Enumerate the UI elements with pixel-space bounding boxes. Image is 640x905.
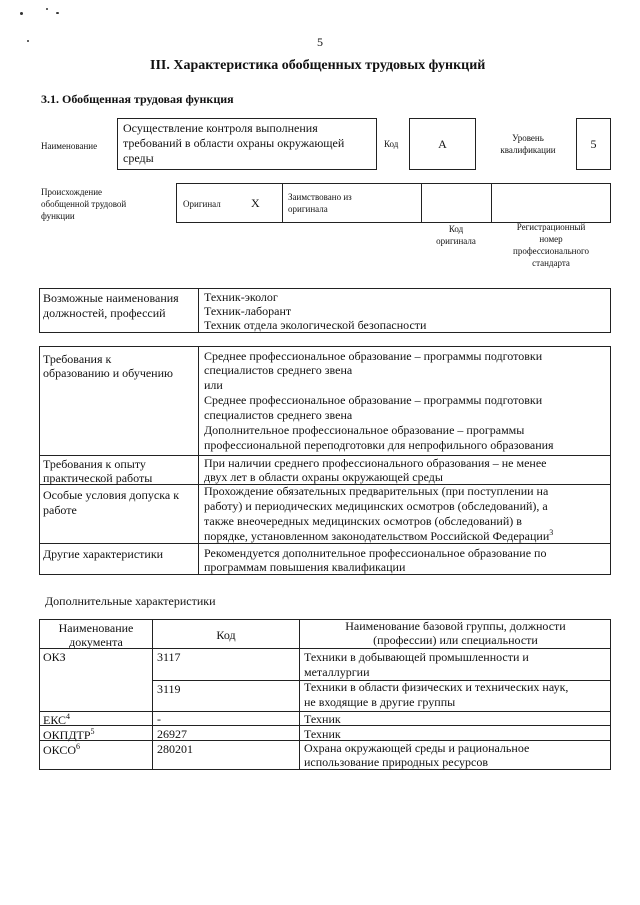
col-head-code: Код [216, 628, 236, 642]
name-cell: металлургии [304, 665, 370, 679]
other-value: программам повышения квалификации [204, 560, 406, 574]
education-value: специалистов среднего звена [204, 363, 353, 377]
code-cell: 26927 [157, 727, 187, 741]
education-value: или [204, 378, 223, 392]
doc-cell: ОКЗ [43, 650, 66, 664]
reg-number-label: стандарта [532, 258, 570, 268]
position-item: Техник-лаборант [204, 304, 292, 318]
name-cell: Техники в добывающей промышленности и [304, 650, 529, 664]
origin-label-line: Происхождение [41, 187, 103, 197]
position-item: Техник отдела экологической безопасности [204, 318, 427, 332]
name-cell: использование природных ресурсов [304, 755, 489, 769]
experience-value: двух лет в области охраны окружающей среды [204, 470, 443, 484]
doc-cell [43, 712, 70, 727]
scan-speck [56, 12, 59, 14]
origin-table [176, 183, 611, 223]
experience-label: практической работы [43, 471, 153, 485]
positions-label: Возможные наименования [43, 291, 179, 305]
name-cell: Техники в области физических и технических наук, [304, 680, 569, 694]
other-value: Рекомендуется дополнительное профессиональное образование по [204, 546, 547, 560]
page-number: 5 [317, 35, 323, 49]
admission-value: Прохождение обязательных предварительных (при поступлении на [204, 484, 549, 498]
footnote-ref: 3 [549, 528, 554, 537]
education-label: Требования к [43, 352, 112, 366]
doc-cell [43, 727, 95, 742]
origin-label-line: функции [41, 211, 75, 221]
reg-number-label: номер [539, 234, 563, 244]
admission-value-text: порядке, установленном законодательством Российской Федерации [204, 529, 550, 543]
experience-value: При наличии среднего профессионального образования – не менее [204, 456, 547, 470]
col-head-doc: документа [69, 635, 123, 649]
education-value: специалистов среднего звена [204, 408, 353, 422]
origin-divider [421, 183, 422, 223]
origin-divider [282, 183, 283, 223]
borrowed-label-line: Заимствовано из [288, 192, 352, 202]
education-value: Дополнительное профессиональное образование – программы [204, 423, 525, 437]
code-cell: 3117 [157, 650, 181, 664]
education-value: Среднее профессиональное образование – программы подготовки [204, 349, 543, 363]
code-original-label: оригинала [436, 236, 476, 246]
admission-value: также внеочередных медицинских осмотров (обследований) в [204, 514, 522, 528]
admission-label: Особые условия допуска к [43, 488, 180, 502]
reg-number-label: профессионального [513, 246, 589, 256]
name-box [117, 118, 377, 170]
subsection-title: 3.1. Обобщенная трудовая функция [41, 92, 234, 106]
position-item: Техник-эколог [204, 290, 278, 304]
name-line: среды [123, 151, 154, 165]
doc-cell-text: ОКСО [43, 743, 77, 757]
origin-divider [491, 183, 492, 223]
level-label-line: Уровень [512, 133, 544, 143]
name-line: требований в области охраны окружающей [123, 136, 345, 150]
footnote-ref: 6 [76, 742, 81, 751]
col-head-name: Наименование базовой группы, должности [345, 619, 566, 633]
name-cell: не входящие в другие группы [304, 695, 456, 709]
doc-cell-text: ЕКС [43, 713, 67, 727]
scan-speck [20, 12, 23, 15]
footnote-ref: 4 [66, 712, 71, 721]
admission-value: работу) и периодических медицинских осмотров (обследований), а [204, 499, 548, 513]
code-label: Код [384, 139, 399, 149]
name-line: Осуществление контроля выполнения [123, 121, 318, 135]
education-label: образованию и обучению [43, 366, 173, 380]
level-box [576, 118, 611, 170]
doc-cell [43, 742, 80, 757]
reg-number-label: Регистрационный [516, 222, 586, 232]
additional-title: Дополнительные характеристики [45, 594, 216, 608]
original-label: Оригинал [183, 199, 221, 209]
doc-cell-text: ОКПДТР [43, 728, 91, 742]
other-label: Другие характеристики [43, 547, 164, 561]
positions-label: должностей, профессий [43, 306, 166, 320]
positions-divider [198, 288, 199, 333]
col-head-doc: Наименование [58, 621, 134, 635]
borrowed-label-line: оригинала [288, 204, 328, 214]
footnote-ref: 5 [90, 727, 95, 736]
level-value: 5 [590, 137, 597, 151]
code-value: А [438, 137, 447, 151]
education-value: Среднее профессиональное образование – программы подготовки [204, 393, 543, 407]
code-original-label: Код [448, 224, 464, 234]
experience-label: Требования к опыту [43, 457, 146, 471]
name-cell: Техник [304, 727, 341, 741]
col-head-name: (профессии) или специальности [373, 633, 538, 647]
education-value: профессиональной переподготовки для непрофильного образования [204, 438, 554, 452]
admission-label: работе [43, 503, 77, 517]
admission-value [204, 528, 553, 543]
level-label-line: квалификации [500, 145, 556, 155]
code-cell: 280201 [157, 742, 193, 756]
origin-label-line: обобщенной трудовой [41, 199, 127, 209]
scan-speck [46, 8, 48, 10]
requirements-divider [198, 346, 199, 575]
code-box [409, 118, 476, 170]
scan-speck [27, 40, 29, 42]
code-cell: - [157, 712, 161, 726]
code-cell: 3119 [157, 682, 181, 696]
original-mark: Х [251, 196, 260, 210]
name-cell: Охрана окружающей среды и рациональное [304, 741, 530, 755]
section-title: III. Характеристика обобщенных трудовых функций [150, 58, 486, 73]
name-label: Наименование [41, 141, 98, 151]
name-cell: Техник [304, 712, 341, 726]
